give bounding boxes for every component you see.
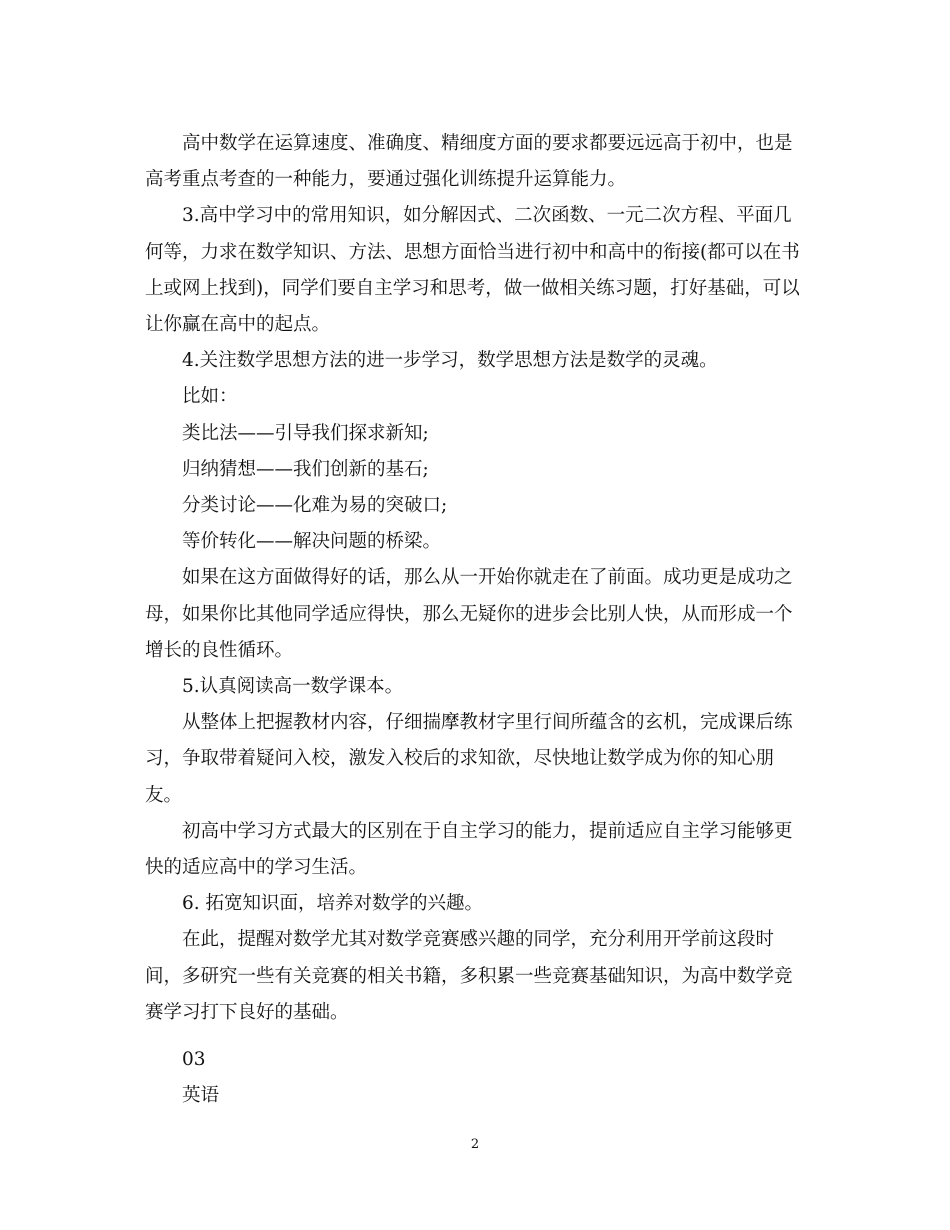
paragraph-textbook: 从整体上把握教材内容，仔细揣摩教材字里行间所蕴含的玄机，完成课后练习，争取带着疑问入校，激发入校后的求知欲，尽快地让数学成为你的知心朋友。	[145, 712, 793, 806]
paragraph-for-example: 比如：	[182, 386, 238, 408]
paragraph-point-4: 4.关注数学思想方法的进一步学习，数学思想方法是数学的灵魂。	[182, 350, 718, 372]
document-body	[145, 126, 807, 1114]
paragraph-virtuous-cycle: 如果在这方面做得好的话，那么从一开始你就走在了前面。成功更是成功之母，如果你比其他同学适应得快，那么无疑你的进步会比别人快，从而形成一个增长的良性循环。	[145, 567, 793, 661]
list-item-equivalence: 等价转化——解决问题的桥梁。	[182, 531, 442, 553]
page-number: 2	[470, 1137, 480, 1152]
paragraph-point-6: 6. 拓宽知识面，培养对数学的兴趣。	[182, 893, 484, 915]
section-heading-english: 英语	[182, 1085, 220, 1107]
list-item-induction: 归纳猜想——我们创新的基石;	[182, 458, 429, 480]
paragraph-point-5: 5.认真阅读高一数学课本。	[182, 676, 404, 698]
list-item-analogy: 类比法——引导我们探求新知;	[182, 422, 429, 444]
paragraph-self-study: 初高中学习方式最大的区别在于自主学习的能力，提前适应自主学习能够更快的适应高中的学习生活。	[145, 820, 793, 879]
paragraph-computation-ability: 高中数学在运算速度、准确度、精细度方面的要求都要远远高于初中，也是高考重点考查的一种能力，要通过强化训练提升运算能力。	[145, 133, 793, 191]
section-number: 03	[182, 1049, 206, 1071]
list-item-classification: 分类讨论——化难为易的突破口;	[182, 495, 448, 517]
paragraph-point-3: 3.高中学习中的常用知识，如分解因式、二次函数、一元二次方程、平面几何等，力求在数学知识、方法、思想方面恰当进行初中和高中的衔接(都可以在书上或网上找到)，同学们要自主学习和思考，做一做相关练习题，打好基础，可以让你赢在高中的起点。	[145, 205, 800, 336]
paragraph-competition: 在此，提醒对数学尤其对数学竞赛感兴趣的同学，充分利用开学前这段时间，多研究一些有关竞赛的相关书籍，多积累一些竞赛基础知识，为高中数学竞赛学习打下良好的基础。	[145, 929, 793, 1023]
